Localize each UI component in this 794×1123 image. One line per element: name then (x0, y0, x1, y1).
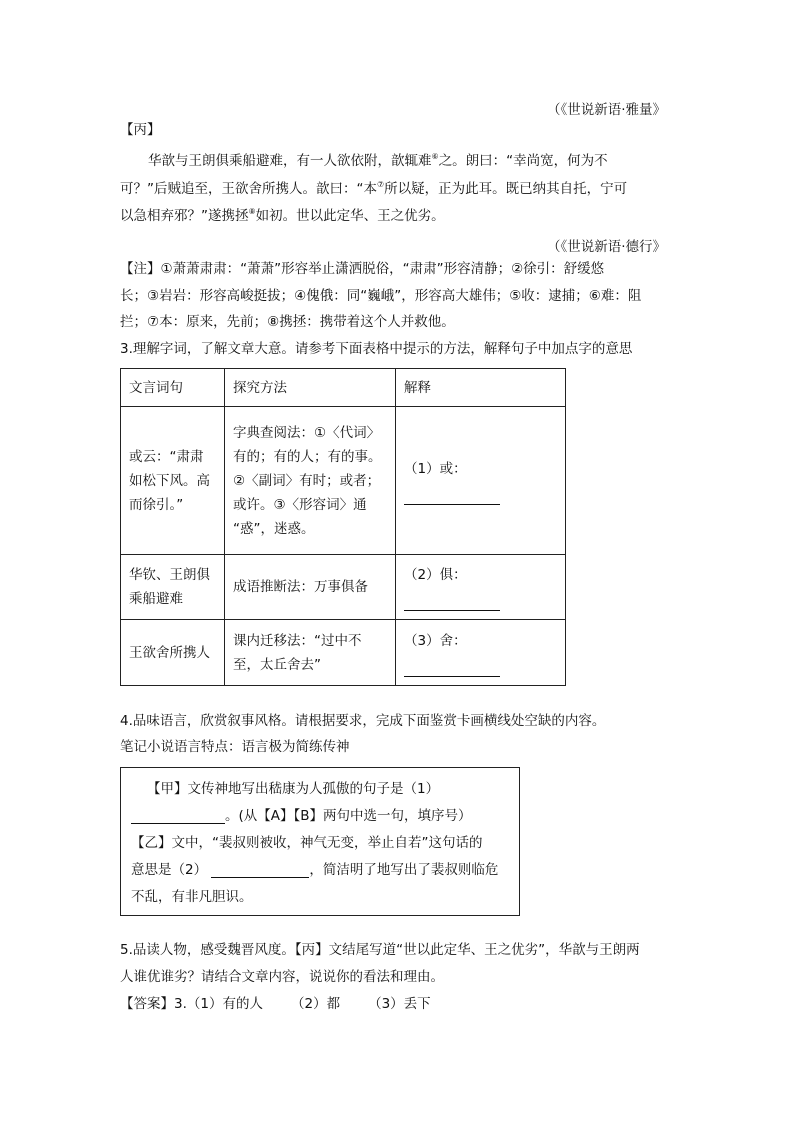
card-line-3: 【乙】文中，“裴叔则被收，神气无变，举止自若”这句话的 (131, 835, 483, 851)
passage-line-1: 华歆与王朗俱乘船避难，有一人欲依附，歆辄难⑥之。朗曰：“幸尚宽，何为不 (148, 152, 608, 169)
answer-line (120, 998, 431, 1012)
notes-line-3: 拦；⑦本：原来，先前；⑧携拯：携带着这个人并救他。 (120, 314, 455, 330)
table-header-row (121, 369, 566, 407)
card-blank-1[interactable] (131, 809, 225, 824)
table-cell-answer: （3）舍： (396, 620, 566, 686)
table-row (121, 555, 566, 620)
table-cell-phrase: 王欲舍所携人 (121, 620, 225, 686)
card-line-5: 不乱，有非凡胆识。 (131, 889, 253, 905)
source-dexing: （《世说新语·德行》 (546, 239, 666, 255)
table-cell-method: 成语推断法：万事俱备 (225, 555, 396, 620)
card-blank-2[interactable] (211, 863, 309, 878)
table-cell-method: 字典查阅法：①〈代词〉 有的；有的人；有的事。 ②〈副词〉有时；或者； 或许。③〈形容词〉通 “惑”，迷惑。 (225, 407, 396, 555)
card-line-1: 【甲】文传神地写出嵇康为人孤傲的句子是（1） (147, 781, 440, 797)
source-yaliang: （《世说新语·雅量》 (546, 102, 666, 118)
section-label-bing: 【丙】 (120, 122, 161, 138)
table-cell-answer: （2）俱： (396, 555, 566, 620)
notes-line-2: 长；③岩岩：形容高峻挺拔；④傀俄：同“巍峨”，形容高大雄伟；⑤收：逮捕；⑥难：阻 (120, 288, 642, 304)
passage-line-2: 可？”后贼追至，王欲舍所携人。歆曰：“本⑦所以疑，正为此耳。既已纳其自托，宁可 (120, 180, 628, 197)
table-cell-phrase: 或云：“肃肃 如松下风。高 而徐引。” (121, 407, 225, 555)
table-row (121, 620, 566, 686)
question-4: 4.品味语言，欣赏叙事风格。请根据要求，完成下面鉴赏卡画横线处空缺的内容。 (120, 713, 606, 729)
table-header: 解释 (396, 369, 566, 407)
card-line-2: 。(从【A】【B】两句中选一句，填序号） (131, 804, 472, 824)
table-header: 探究方法 (225, 369, 396, 407)
table-cell-answer: （1）或： (396, 407, 566, 555)
table-cell-phrase: 华钦、王朗俱 乘船避难 (121, 555, 225, 620)
question-5-line-2: 人谁优谁劣？请结合文章内容，说说你的看法和理由。 (120, 969, 444, 985)
table-row (121, 407, 566, 555)
answer-3-1: 3.（1）有的人 (174, 996, 263, 1012)
table-header: 文言词句 (121, 369, 225, 407)
card-line-4: 意思是（2） ，简洁明了地写出了裴叔则临危 (131, 862, 499, 878)
answer-blank[interactable] (404, 660, 500, 677)
answer-label: 【答案】 (120, 996, 174, 1012)
question-4-sub: 笔记小说语言特点：语言极为简练传神 (120, 739, 350, 755)
appreciation-card (120, 767, 520, 916)
table-cell-method: 课内迁移法：“过中不 至，太丘舍去” (225, 620, 396, 686)
passage-line-3: 以急相弃邪？”遂携拯⑧如初。世以此定华、王之优劣。 (120, 207, 445, 224)
answer-3-3: （3）丢下 (368, 996, 431, 1012)
notes-line-1: 【注】①萧萧肃肃：“萧萧”形容举止潇洒脱俗，“肃肃”形容清静；②徐引：舒缓悠 (120, 261, 605, 277)
answer-blank[interactable] (404, 594, 500, 611)
answer-blank[interactable] (404, 488, 500, 505)
method-table (120, 368, 566, 686)
answer-3-2: （2）都 (290, 996, 341, 1012)
question-5-line-1: 5.品读人物，感受魏晋风度。【丙】文结尾写道“世以此定华、王之优劣”，华歆与王朗两 (120, 942, 640, 958)
question-3: 3.理解字词，了解文章大意。请参考下面表格中提示的方法，解释句子中加点字的意思 (120, 341, 633, 357)
